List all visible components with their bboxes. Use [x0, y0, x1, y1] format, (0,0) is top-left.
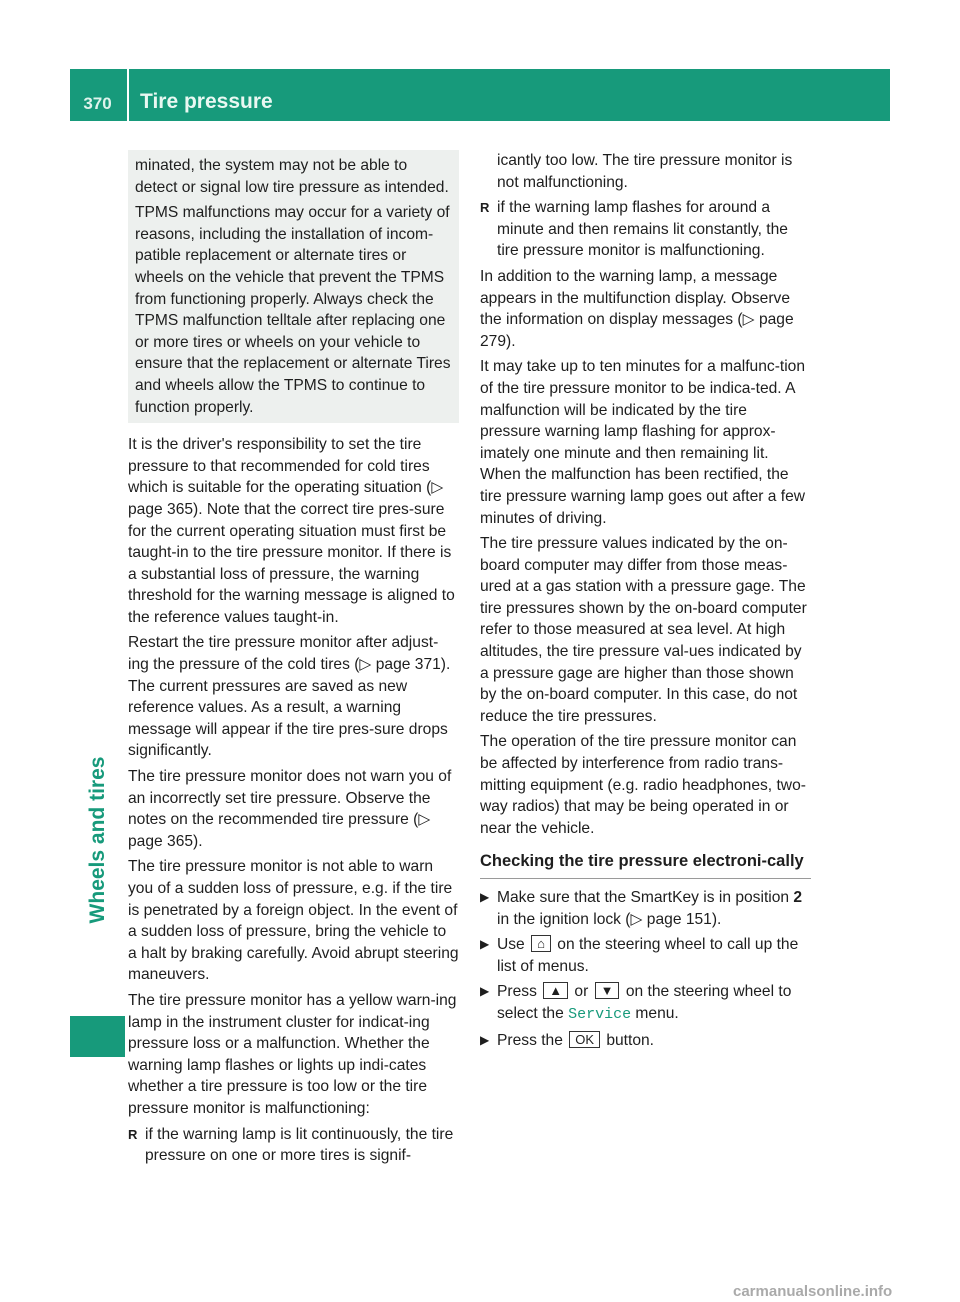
step-item: ▶ Use ⌂ on the steering wheel to call up the list of menus.	[480, 936, 799, 975]
section-title: Tire pressure	[140, 90, 273, 113]
arrow-right-icon: ▶	[480, 1032, 490, 1047]
arrow-right-icon: ▶	[480, 984, 490, 999]
body-paragraph: It may take up to ten minutes for a malfunc-tion of the tire pressure monitor to be indica-ted. A malfunction will be indicated by the tire pressure warning lamp flashing for approx-imately one minute and then remaining lit. When the malfunction has been rectified, the tire pressure warning lamp goes out after a few minutes of driving.	[480, 358, 806, 527]
body-paragraph: The tire pressure values indicated by the on-board computer may differ from those meas-ured at a gas station with a pressure gage. The tire pressures shown by the on-board computer refer to those measured at sea level. At high altitudes, the tire pressure val-ues indicated by a pressure gage are higher than those shown by the on-board computer. In this case, do not reduce the tire pressures.	[480, 535, 807, 725]
step-item: ▶ Press the OK button.	[480, 1030, 811, 1052]
step-item: ▶ Press ▲ or ▼ on the steering wheel to select the Service menu.	[480, 983, 792, 1023]
left-column	[128, 150, 459, 1171]
down-button-icon: ▼	[595, 982, 620, 999]
header-divider	[127, 69, 129, 121]
arrow-right-icon: ▶	[480, 890, 490, 904]
watermark: carmanualsonline.info	[733, 1283, 893, 1300]
arrow-right-icon: ▶	[480, 937, 490, 952]
step-list	[480, 887, 811, 1051]
note-box	[128, 150, 459, 423]
bullet-icon: R	[480, 200, 490, 216]
chapter-label: Wheels and tires	[86, 756, 109, 924]
bullet-item: R if the warning lamp flashes for around a minute and then remains lit constantly, the tire pressure monitor is malfunctioning.	[480, 199, 788, 260]
page-header	[70, 69, 890, 121]
note-paragraph: TPMS malfunctions may occur for a variety of reasons, including the installation of incom-patible replacement or alternate tires or wheels on the vehicle that prevent the TPMS from functioning properly. Always check the TPMS malfunction telltale after replacing one or more tires or wheels on your vehicle to ensure that the replacement or alternate Tires and wheels allow the TPMS to continue to function properly.	[135, 204, 451, 416]
bullet-list	[128, 1124, 459, 1167]
step-item: ▶ Make sure that the SmartKey is in position 2 in the ignition lock (▷ page 151).	[480, 889, 803, 928]
body-paragraph: The tire pressure monitor is not able to warn you of a sudden loss of pressure, e.g. if the tire is penetrated by a foreign object. In the event of a sudden loss of pressure, bring the vehicle to a halt by braking carefully. Avoid abrupt steering maneuvers.	[128, 858, 459, 984]
section-heading: Checking the tire pressure electroni-cally	[480, 851, 811, 879]
ok-button-icon: OK	[569, 1031, 600, 1048]
body-paragraph: The operation of the tire pressure monitor can be affected by interference from radio trans-mitting equipment (e.g. radio headphones, two-way radios) that may be being operated in or near the vehicle.	[480, 733, 806, 837]
bullet-icon: R	[128, 1126, 138, 1142]
chapter-tab	[70, 1016, 125, 1057]
body-paragraph: The tire pressure monitor has a yellow warn-ing lamp in the instrument cluster for indicat-ing pressure loss or a malfunction. Whether the warning lamp flashes or lights up indi-cates whether a tire pressure is too low or the tire pressure monitor is malfunctioning:	[128, 991, 457, 1117]
note-paragraph: minated, the system may not be able to detect or signal low tire pressure as intended.	[135, 157, 449, 196]
up-button-icon: ▲	[543, 982, 568, 999]
body-paragraph: In addition to the warning lamp, a message appears in the multifunction display. Observe the information on display messages (▷ page 279).	[480, 267, 794, 350]
page-number: 370	[83, 94, 112, 113]
menu-name: Service	[568, 1005, 632, 1023]
body-paragraph: The tire pressure monitor does not warn you of an incorrectly set tire pressure. Observe the notes on the recommended tire pressure (▷ page 365).	[128, 768, 452, 850]
home-button-icon: ⌂	[531, 935, 551, 952]
bullet-item: R if the warning lamp is lit continuously, the tire pressure on one or more tires is signif-	[128, 1125, 454, 1165]
bullet-item-continued: icantly too low. The tire pressure monitor is not malfunctioning.	[497, 152, 793, 191]
right-column	[480, 150, 811, 1055]
bullet-list	[480, 150, 811, 262]
body-paragraph: It is the driver's responsibility to set the tire pressure to that recommended for cold tires which is suitable for the operating situation (▷ page 365). Note that the correct tire pres-sure for the current operating situation must first be taught-in to the tire pressure monitor. If there is a substantial loss of pressure, the warning threshold for the warning message is aligned to the reference values taught-in.	[128, 436, 455, 626]
body-paragraph: Restart the tire pressure monitor after adjust-ing the pressure of the cold tires (▷ page 371). The current pressures are saved as new reference values. As a result, a warning message will appear if the tire pres-sure drops significantly.	[128, 634, 451, 760]
